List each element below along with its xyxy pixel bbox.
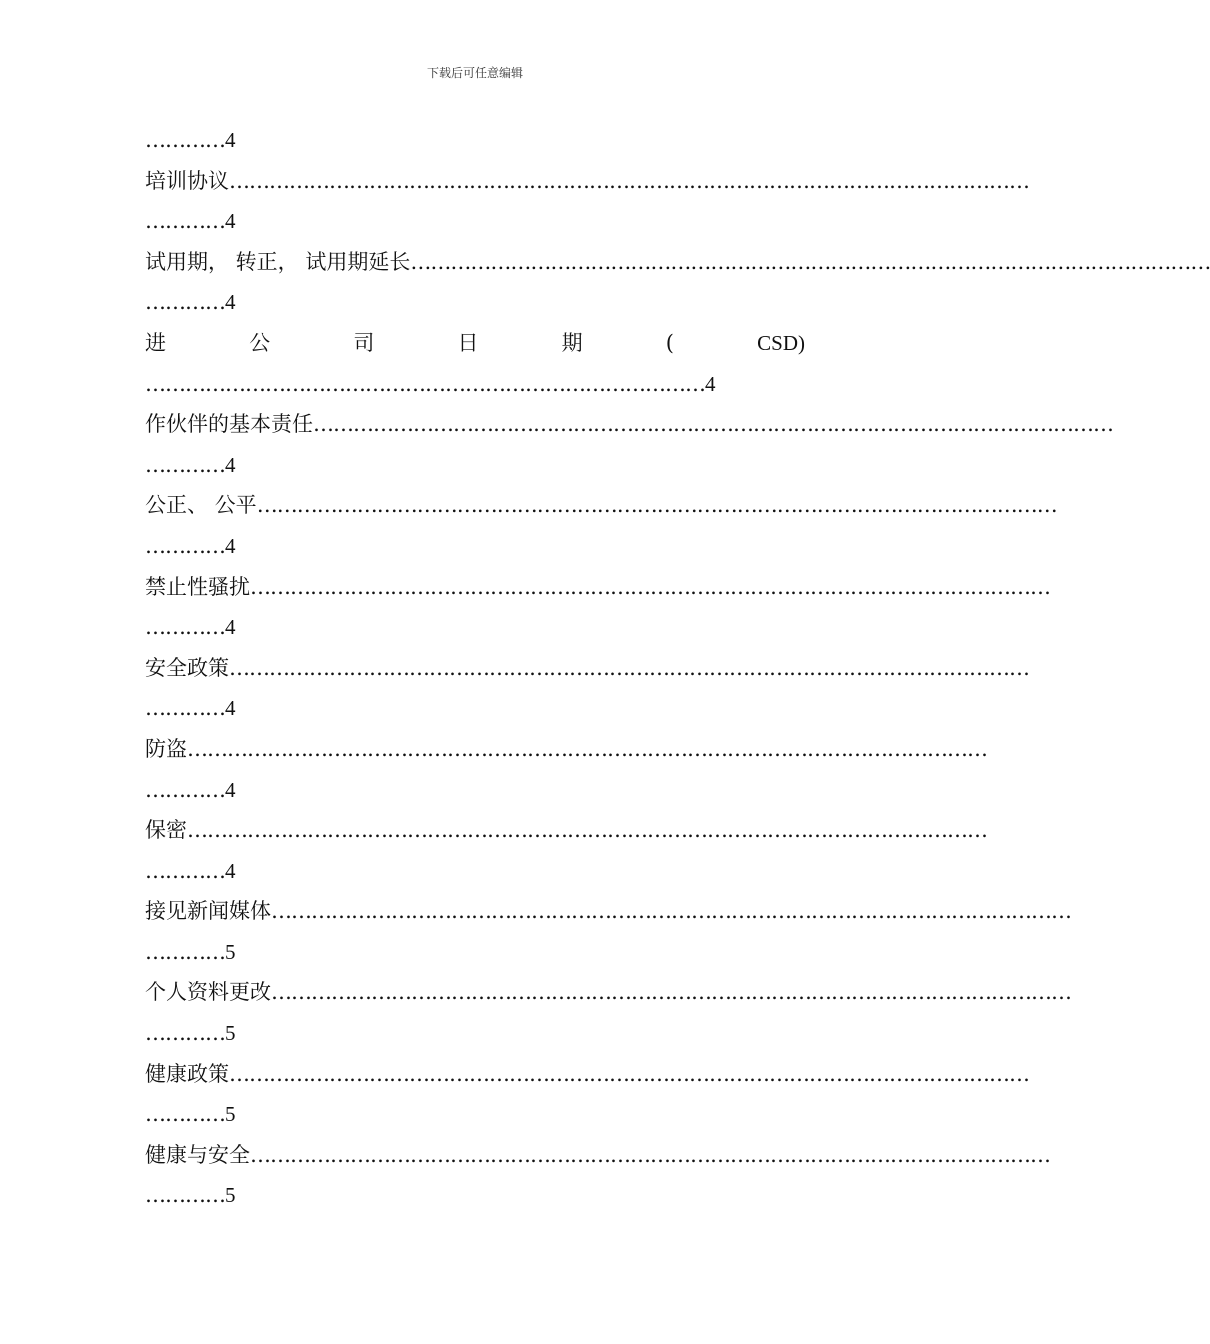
toc-entry-title: 培训协议 — [145, 168, 229, 193]
toc-leader-dots: ………… — [145, 1021, 225, 1046]
toc-entry-title: 接见新闻媒体 — [145, 899, 271, 924]
toc-leader-dots: ………………………………………………………………………………………………………… — [313, 412, 1113, 437]
toc-leader-dots: ………… — [145, 128, 225, 152]
toc-entry-char: ( — [665, 330, 674, 355]
toc-leader-dots: ………… — [145, 533, 225, 558]
toc-entry[interactable] — [145, 891, 1071, 932]
toc-entry[interactable] — [145, 729, 987, 770]
toc-continuation — [145, 1175, 805, 1216]
toc-continuation — [145, 607, 805, 648]
toc-leader-dots: ………… — [145, 696, 225, 721]
toc-page-number: 4 — [225, 533, 236, 558]
toc-entry[interactable] — [145, 485, 1057, 526]
toc-entry-title: 试用期， 转正， 试用期延长 — [145, 249, 411, 274]
toc-page-number: 4 — [225, 128, 236, 152]
toc-continuation — [145, 932, 805, 973]
toc-entry-title: 保密 — [145, 818, 187, 843]
toc-entry-title: 健康与安全 — [145, 1142, 250, 1167]
toc-entry[interactable] — [145, 242, 1210, 283]
toc-leader-dots: ………… — [145, 1183, 225, 1208]
toc-page-number: 4 — [225, 290, 236, 315]
page-header: 下载后可任意编辑 — [426, 66, 523, 80]
toc-entry[interactable] — [145, 567, 1050, 608]
toc-leader-dots: ………… — [145, 452, 225, 477]
toc-leader-dots: ………… — [145, 858, 225, 883]
toc-entry[interactable] — [145, 810, 987, 851]
toc-entry-justified[interactable] — [145, 323, 805, 364]
toc-entry-title: 防盗 — [145, 736, 187, 761]
toc-continuation — [145, 201, 805, 242]
toc-entry[interactable] — [145, 1054, 1029, 1095]
toc-entry-char: 司 — [353, 330, 375, 355]
toc-continuation — [145, 851, 805, 892]
toc-continuation — [145, 770, 805, 811]
toc-entry-title: 禁止性骚扰 — [145, 574, 250, 599]
toc-continuation — [145, 445, 805, 486]
toc-entry[interactable] — [145, 648, 1029, 689]
toc-entry-title: 作伙伴的基本责任 — [145, 412, 313, 437]
toc-leader-dots: ………………………………………………………………………………………………………… — [250, 574, 1050, 599]
toc-continuation — [145, 1013, 805, 1054]
toc-entry-char: 进 — [145, 330, 166, 355]
toc-leader-dots: ………………………………………………………………………………………………………… — [229, 168, 1029, 193]
toc-leader-dots: ………… — [145, 777, 225, 802]
toc-entry-char: 日 — [457, 330, 479, 355]
toc-leader-dots: ………… — [145, 209, 225, 234]
toc-leader-dots: ………………………………………………………………………………………………………… — [229, 1061, 1029, 1086]
toc-leader-dots: ………………………………………………………………………………………………………… — [229, 655, 1029, 680]
toc-page-number: 5 — [225, 1183, 236, 1208]
toc-entry-char: 公 — [249, 330, 271, 355]
toc-leader-dots: ………………………………………………………………………………………………………… — [271, 980, 1071, 1005]
toc-page-number: 5 — [225, 1021, 236, 1046]
toc-entry[interactable] — [145, 972, 1071, 1013]
toc-entry[interactable] — [145, 1135, 1050, 1176]
toc-leader-dots: ………………………………………………………………………………………………………… — [187, 736, 987, 761]
toc-page-number: 5 — [225, 939, 236, 964]
toc-entry-char: 期 — [561, 330, 583, 355]
toc-leader-dots: ………………………………………………………………………………………………………… — [250, 1142, 1050, 1167]
toc-leader-dots: ………… — [145, 939, 225, 964]
table-of-contents — [145, 120, 1210, 1216]
toc-continuation — [145, 1094, 805, 1135]
toc-entry-title: 公正、 公平 — [145, 493, 257, 518]
toc-continuation — [145, 688, 805, 729]
toc-entry-char: CSD) — [757, 330, 805, 355]
toc-continuation — [145, 282, 805, 323]
toc-leader-dots: ………… — [145, 615, 225, 640]
toc-page-number: 4 — [225, 615, 236, 640]
toc-entry-title: 安全政策 — [145, 655, 229, 680]
toc-leader-dots: ………… — [145, 290, 225, 315]
toc-page-number: 4 — [225, 858, 236, 883]
toc-continuation — [145, 364, 805, 405]
toc-entry[interactable] — [145, 161, 1029, 202]
toc-entry-title: 健康政策 — [145, 1061, 229, 1086]
toc-entry[interactable] — [145, 404, 1113, 445]
toc-leader-dots: ………………………………………………………………………………………………………… — [256, 493, 1057, 518]
toc-page-number: 4 — [705, 371, 716, 396]
toc-page-number: 5 — [225, 1102, 236, 1127]
toc-page-number: 4 — [225, 777, 236, 802]
toc-leader-dots: ………………………………………………………………………… — [145, 371, 705, 396]
toc-leader-dots: ………………………………………………………………………………………………………… — [187, 818, 987, 843]
toc-continuation — [145, 120, 805, 161]
toc-page-number: 4 — [225, 696, 236, 721]
toc-leader-dots: ………………………………………………………………………………………………………… — [410, 249, 1210, 274]
toc-page-number: 4 — [225, 452, 236, 477]
toc-entry-title: 个人资料更改 — [145, 980, 271, 1005]
toc-leader-dots: ………… — [145, 1102, 225, 1127]
toc-leader-dots: ………………………………………………………………………………………………………… — [271, 899, 1071, 924]
toc-page-number: 4 — [225, 209, 236, 234]
toc-continuation — [145, 526, 805, 567]
